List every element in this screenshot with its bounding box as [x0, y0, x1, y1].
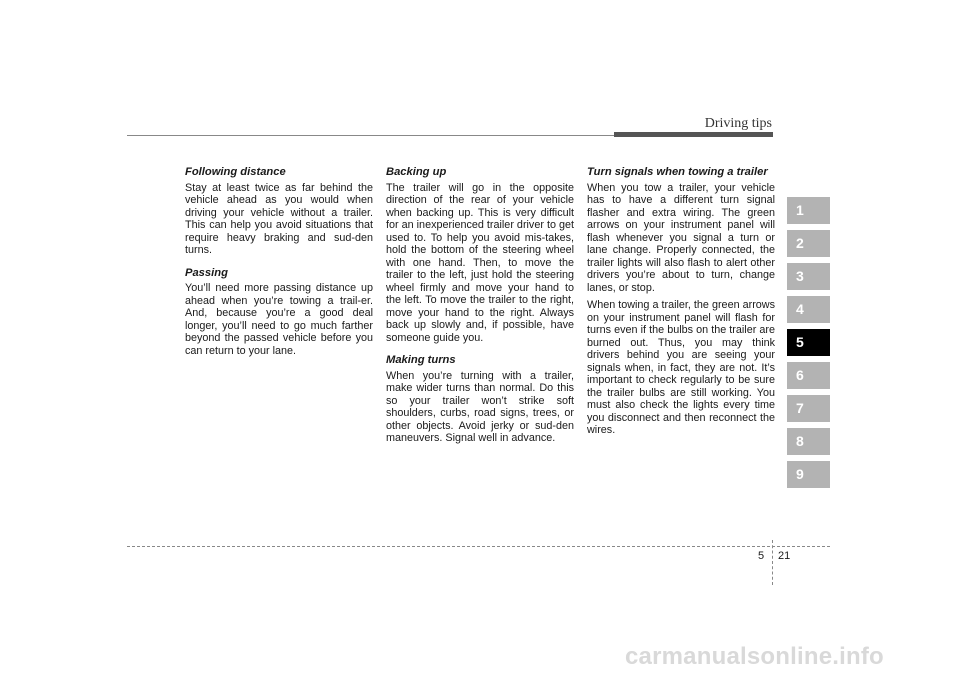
column-2	[386, 166, 574, 455]
chapter-tabs	[787, 197, 830, 494]
chapter-tab-7[interactable]: 7	[787, 395, 830, 422]
chapter-tab-8[interactable]: 8	[787, 428, 830, 455]
section-body-passing: You’ll need more passing distance up ahead when you’re towing a trail-er. And, because you’re a good deal longer, you’ll need to go much farther beyond the passed vehicle before you can return to your lane.	[185, 282, 373, 357]
column-1	[185, 166, 373, 367]
section-title-backing-up: Backing up	[386, 166, 447, 178]
running-header: Driving tips	[704, 116, 772, 131]
section-body-turn-signals-1: When you tow a trailer, your vehicle has to have a different turn signal flasher and extra wiring. The green arrows on your instrument panel will flash whenever you signal a turn or lane change. Properly connected, the trailer lights will also flash to alert other drivers you’re about to turn, change lanes, or stop.	[587, 181, 775, 294]
chapter-tab-4[interactable]: 4	[787, 296, 830, 323]
section-body-making-turns: When you’re turning with a trailer, make wider turns than normal. Do this so your trailer won’t strike soft shoulders, curbs, road signs, trees, or other objects. Avoid jerky or sud-den maneuvers. Signal well in advance.	[386, 369, 574, 444]
section-title-following-distance: Following distance	[185, 166, 286, 178]
chapter-tab-6[interactable]: 6	[787, 362, 830, 389]
section-body-backing-up: The trailer will go in the opposite direction of the rear of your vehicle when backing up. This is very difficult for an inexperienced trailer driver to get used to. To help you avoid mis-takes, hold the bottom of the steering wheel with one hand. Then, to move the trailer to the left, just hold the steering wheel firmly and move your hand to the left. To move the trailer to the right, move your hand to the right. Always back up slowly and, if possible, have someone guide you.	[386, 181, 574, 344]
watermark: carmanualsonline.info	[625, 643, 884, 670]
page-chapter-number: 5	[758, 550, 765, 562]
chapter-tab-2[interactable]: 2	[787, 230, 830, 257]
header-rule-accent	[614, 132, 773, 137]
page-number: 21	[778, 550, 791, 562]
chapter-tab-5[interactable]: 5	[787, 329, 830, 356]
chapter-tab-9[interactable]: 9	[787, 461, 830, 488]
chapter-tab-1[interactable]: 1	[787, 197, 830, 224]
header-rule	[127, 135, 617, 136]
chapter-tab-3[interactable]: 3	[787, 263, 830, 290]
page-number-divider	[772, 540, 773, 585]
section-title-making-turns: Making turns	[386, 354, 456, 366]
section-title-turn-signals: Turn signals when towing a trailer	[587, 166, 768, 178]
section-title-passing: Passing	[185, 266, 228, 279]
column-3	[587, 166, 775, 447]
section-body-following-distance: Stay at least twice as far behind the vehicle ahead as you would when driving your vehicle without a trailer. This can help you avoid situations that require heavy braking and sud-den turns.	[185, 181, 373, 256]
section-body-turn-signals-2: When towing a trailer, the green arrows on your instrument panel will flash for turns even if the bulbs on the trailer are burned out. Thus, you may think drivers behind you are seeing your signals when, in fact, they are not. It’s important to check regularly to be sure the trailer bulbs are still working. You must also check the lights every time you disconnect and then reconnect the wires.	[587, 299, 775, 436]
footer-rule	[127, 546, 830, 547]
